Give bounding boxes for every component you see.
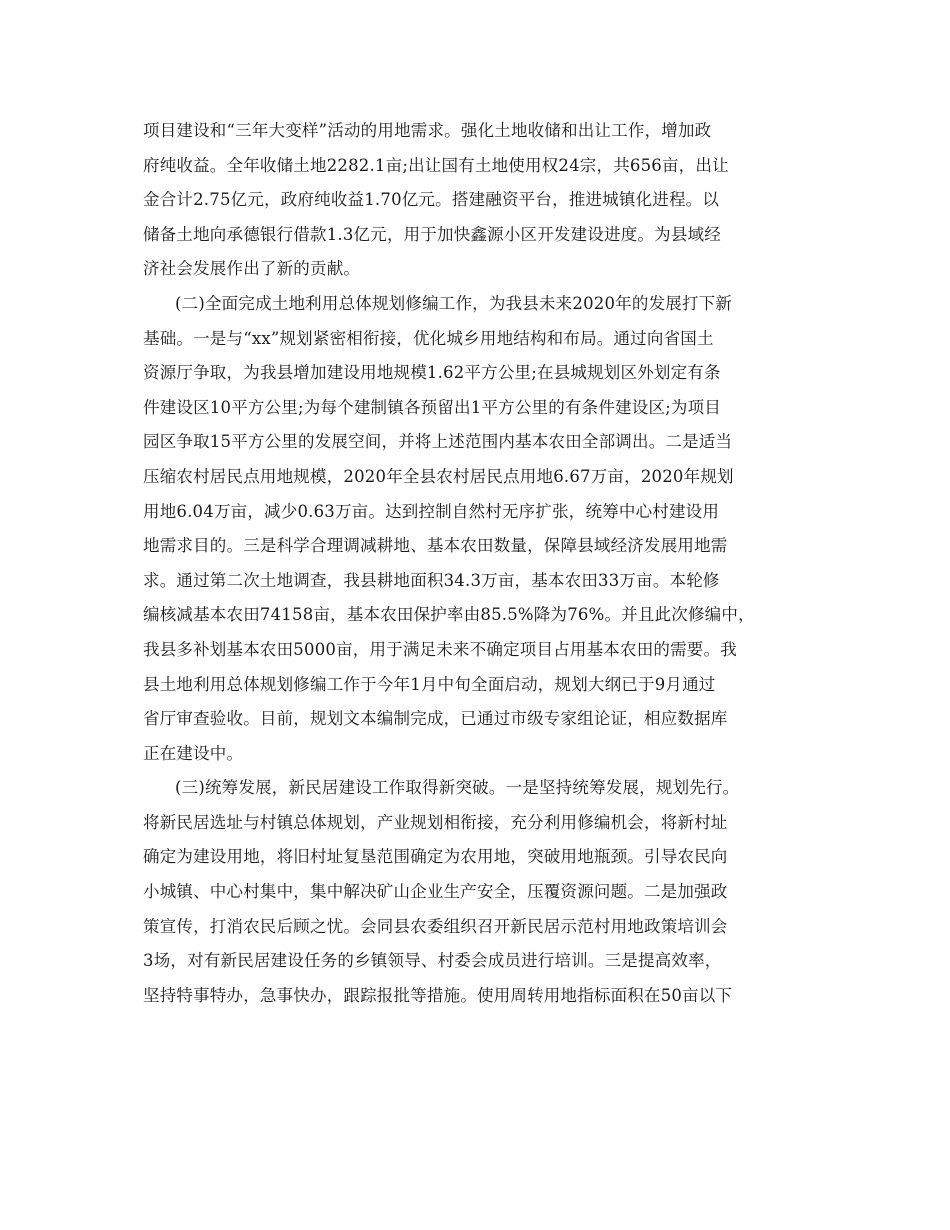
text-line: 基础。一是与“xx”规划紧密相衔接，优化城乡用地结构和布局。通过向省国土 bbox=[143, 328, 714, 348]
text-line: 坚持特事特办，急事快办，跟踪报批等措施。使用周转用地指标面积在50亩以下 bbox=[143, 985, 733, 1005]
document-body bbox=[143, 114, 808, 1013]
text-line: 策宣传，打消农民后顾之忧。会同县农委组织召开新民居示范村用地政策培训会 bbox=[143, 916, 728, 936]
text-line: 资源厅争取，为我县增加建设用地规模1.62平方公里;在县城规划区外划定有条 bbox=[143, 363, 721, 383]
text-line: 园区争取15平方公里的发展空间，并将上述范围内基本农田全部调出。二是适当 bbox=[143, 432, 733, 452]
text-line: 地需求目的。三是科学合理调减耕地、基本农田数量，保障县域经济发展用地需 bbox=[143, 536, 728, 556]
text-line: 济社会发展作出了新的贡献。 bbox=[143, 259, 361, 279]
text-line: 求。通过第二次土地调查，我县耕地面积34.3万亩，基本农田33万亩。本轮修 bbox=[143, 570, 720, 590]
text-line: 正在建设中。 bbox=[143, 743, 244, 763]
text-line: 省厅审查验收。目前，规划文本编制完成，已通过市级专家组论证，相应数据库 bbox=[143, 709, 728, 729]
text-line: (三)统筹发展，新民居建设工作取得新突破。一是坚持统筹发展，规划先行。 bbox=[175, 778, 740, 798]
text-line: 项目建设和“三年大变样”活动的用地需求。强化土地收储和出让工作，增加政 bbox=[143, 121, 712, 140]
text-line: 储备土地向承德银行借款1.3亿元，用于加快鑫源小区开发建设进度。为县域经 bbox=[143, 224, 721, 244]
text-line: 编核减基本农田74158亩，基本农田保护率由85.5%降为76%。并且此次修编中， bbox=[143, 605, 755, 625]
text-line: 府纯收益。全年收储土地2282.1亩;出让国有土地使用权24宗，共656亩，出让 bbox=[143, 155, 729, 175]
text-line: 将新民居选址与村镇总体规划，产业规划相衔接，充分利用修编机会，将新村址 bbox=[143, 812, 728, 832]
text-line: 件建设区10平方公里;为每个建制镇各预留出1平方公里的有条件建设区;为项目 bbox=[143, 397, 722, 417]
text-line: 小城镇、中心村集中，集中解决矿山企业生产安全，压覆资源问题。二是加强政 bbox=[143, 882, 728, 902]
text-line: 我县多补划基本农田5000亩，用于满足未来不确定项目占用基本农田的需要。我 bbox=[143, 639, 737, 659]
text-line: (二)全面完成土地利用总体规划修编工作，为我县未来2020年的发展打下新 bbox=[175, 293, 733, 313]
text-line: 用地6.04万亩，减少0.63万亩。达到控制自然村无序扩张，统筹中心村建设用 bbox=[143, 501, 720, 521]
text-line: 确定为建设用地，将旧村址复垦范围确定为农用地，突破用地瓶颈。引导农民向 bbox=[143, 847, 728, 867]
text-line: 3场，对有新民居建设任务的乡镇领导、村委会成员进行培训。三是提高效率， bbox=[143, 951, 722, 971]
text-line: 压缩农村居民点用地规模，2020年全县农村居民点用地6.67万亩，2020年规划 bbox=[143, 466, 734, 486]
text-line: 县土地利用总体规划修编工作于今年1月中旬全面启动，规划大纲已于9月通过 bbox=[143, 674, 716, 694]
text-line: 金合计2.75亿元，政府纯收益1.70亿元。搭建融资平台，推进城镇化进程。以 bbox=[143, 190, 720, 210]
